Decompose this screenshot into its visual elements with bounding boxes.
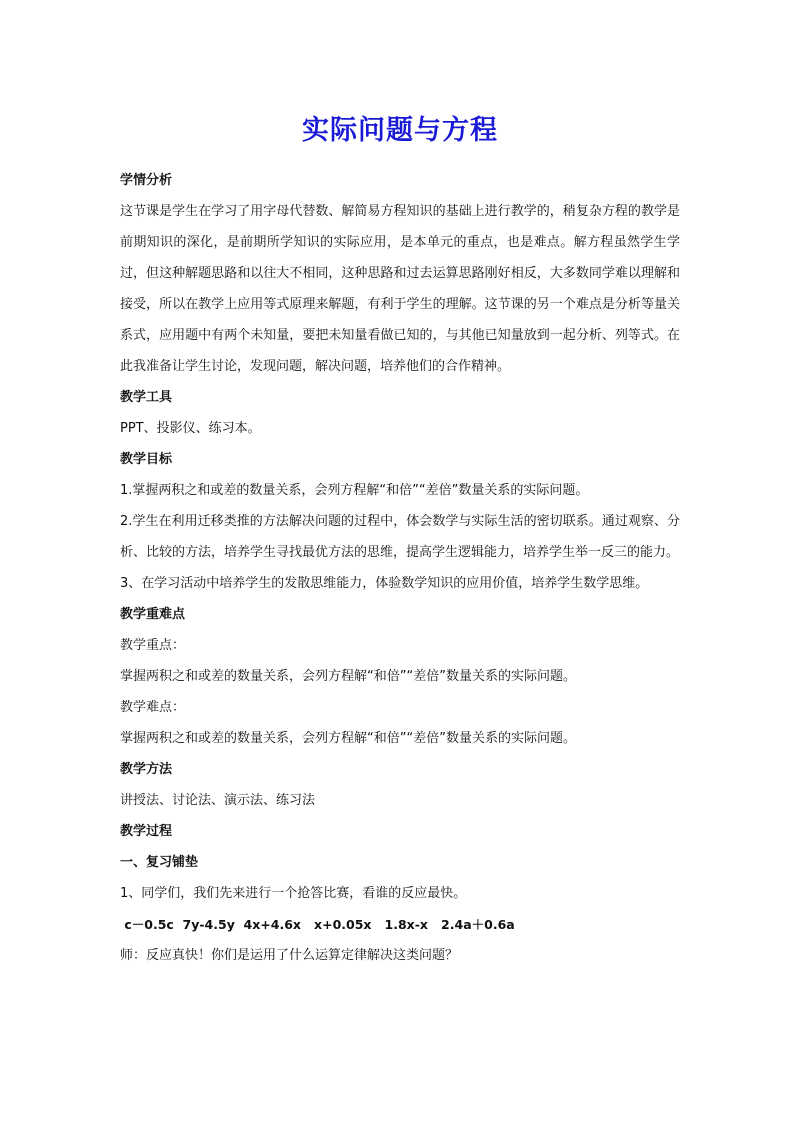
section-heading-goals: 教学目标 [120,452,173,467]
methods-paragraph: 讲授法、讨论法、演示法、练习法 [120,793,316,808]
tools-paragraph: PPT、投影仪、练习本。 [120,421,261,436]
focus-paragraph: 掌握两积之和或差的数量关系，会列方程解“和倍”“差倍”数量关系的实际问题。 [120,669,576,684]
process-subheading-review: 一、复习铺垫 [120,855,199,870]
section-heading-key-points: 教学重难点 [120,607,186,622]
difficulty-paragraph: 掌握两积之和或差的数量关系，会列方程解“和倍”“差倍”数量关系的实际问题。 [120,731,576,746]
formula-list: c－0.5c 7y-4.5y 4x+4.6x x+0.05x 1.8x-x 2.4a＋0.6a [120,917,515,932]
analysis-paragraph: 这节课是学生在学习了用字母代替数、解简易方程知识的基础上进行教学的，稍复杂方程的教学是前期知识的深化，是前期所学知识的实际应用，是本单元的重点，也是难点。解方程虽然学生学过，但这种解题思路和以往大不相同，这种思路和过去运算思路刚好相反，大多数同学难以理解和接受，所以在教学上应用等式原理来解题，有利于学生的理解。这节课的另一个难点是分析等量关系式，应用题中有两个未知量，要把未知量看做已知的，与其他已知量放到一起分析、列等式。在此我准备让学生讨论，发现问题，解决问题，培养他们的合作精神。 [120,204,680,374]
document-title: 实际问题与方程 [302,115,498,146]
goal-item-1: 1.掌握两积之和或差的数量关系，会列方程解“和倍”“差倍”数量关系的实际问题。 [120,483,589,498]
process-line-1: 1、同学们，我们先来进行一个抢答比赛，看谁的反应最快。 [120,886,467,901]
goal-item-2: 2.学生在利用迁移类推的方法解决问题的过程中，体会数学与实际生活的密切联系。通过观察、分析、比较的方法，培养学生寻找最优方法的思维，提高学生逻辑能力，培养学生举一反三的能力。 [120,514,680,560]
document-page [120,108,680,971]
focus-label: 教学重点： [120,638,186,653]
goal-item-3: 3、在学习活动中培养学生的发散思维能力，体验数学知识的应用价值，培养学生数学思维。 [120,576,649,591]
section-heading-tools: 教学工具 [120,390,173,405]
section-heading-process: 教学过程 [120,824,173,839]
section-heading-methods: 教学方法 [120,762,173,777]
teacher-question: 师：反应真快！你们是运用了什么运算定律解决这类问题？ [120,948,459,963]
section-heading-analysis: 学情分析 [120,173,173,188]
difficulty-label: 教学难点： [120,700,186,715]
